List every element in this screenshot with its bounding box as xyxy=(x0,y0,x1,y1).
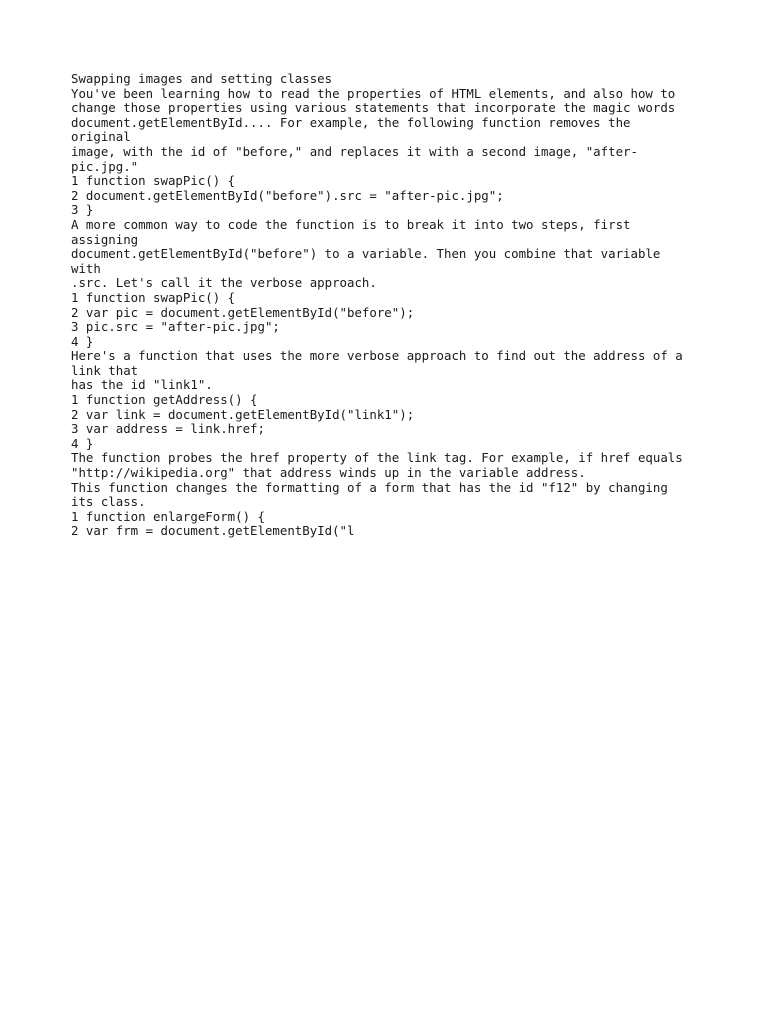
text-line: with xyxy=(71,260,101,276)
text-line: A more common way to code the function is to break it into two steps, first xyxy=(71,216,631,232)
text-line: change those properties using various statements that incorporate the magic words xyxy=(71,100,676,116)
text-line: You've been learning how to read the properties of HTML elements, and also how to xyxy=(71,85,676,101)
text-line: original xyxy=(71,129,131,145)
code-line: 2 var pic = document.getElementById("before"); xyxy=(71,304,415,320)
code-line: 1 function enlargeForm() { xyxy=(71,508,265,524)
text-line: pic.jpg." xyxy=(71,158,139,174)
text-line: The function probes the href property of the link tag. For example, if href equals xyxy=(71,450,683,466)
text-line: its class. xyxy=(71,494,146,510)
text-line: link that xyxy=(71,362,139,378)
code-line: 3 var address = link.href; xyxy=(71,421,265,437)
text-line: .src. Let's call it the verbose approach. xyxy=(71,275,377,291)
code-line: 1 function swapPic() { xyxy=(71,173,236,189)
text-line: image, with the id of "before," and replaces it with a second image, "after- xyxy=(71,143,638,159)
code-line: 4 } xyxy=(71,435,94,451)
text-line: "http://wikipedia.org" that address winds up in the variable address. xyxy=(71,465,586,481)
text-line: Here's a function that uses the more verbose approach to find out the address of a xyxy=(71,348,683,364)
document-title: Swapping images and setting classes xyxy=(71,71,333,86)
code-line: 2 document.getElementById("before").src = "after-pic.jpg"; xyxy=(71,187,504,203)
code-line: 3 } xyxy=(71,202,94,218)
code-line: 1 function getAddress() { xyxy=(71,392,258,408)
text-line: assigning xyxy=(71,231,139,247)
code-line: 3 pic.src = "after-pic.jpg"; xyxy=(71,319,280,335)
code-line: 4 } xyxy=(71,333,94,349)
code-line: 1 function swapPic() { xyxy=(71,289,236,305)
document-page xyxy=(71,72,711,539)
text-line: document.getElementById.... For example, the following function removes the xyxy=(71,114,631,130)
text-line: document.getElementById("before") to a variable. Then you combine that variable xyxy=(71,246,661,262)
code-line: 2 var link = document.getElementById("link1"); xyxy=(71,406,415,422)
text-line: has the id "link1". xyxy=(71,377,213,393)
text-line: This function changes the formatting of a form that has the id "f12" by changing xyxy=(71,479,668,495)
code-line: 2 var frm = document.getElementById("l xyxy=(71,523,355,539)
